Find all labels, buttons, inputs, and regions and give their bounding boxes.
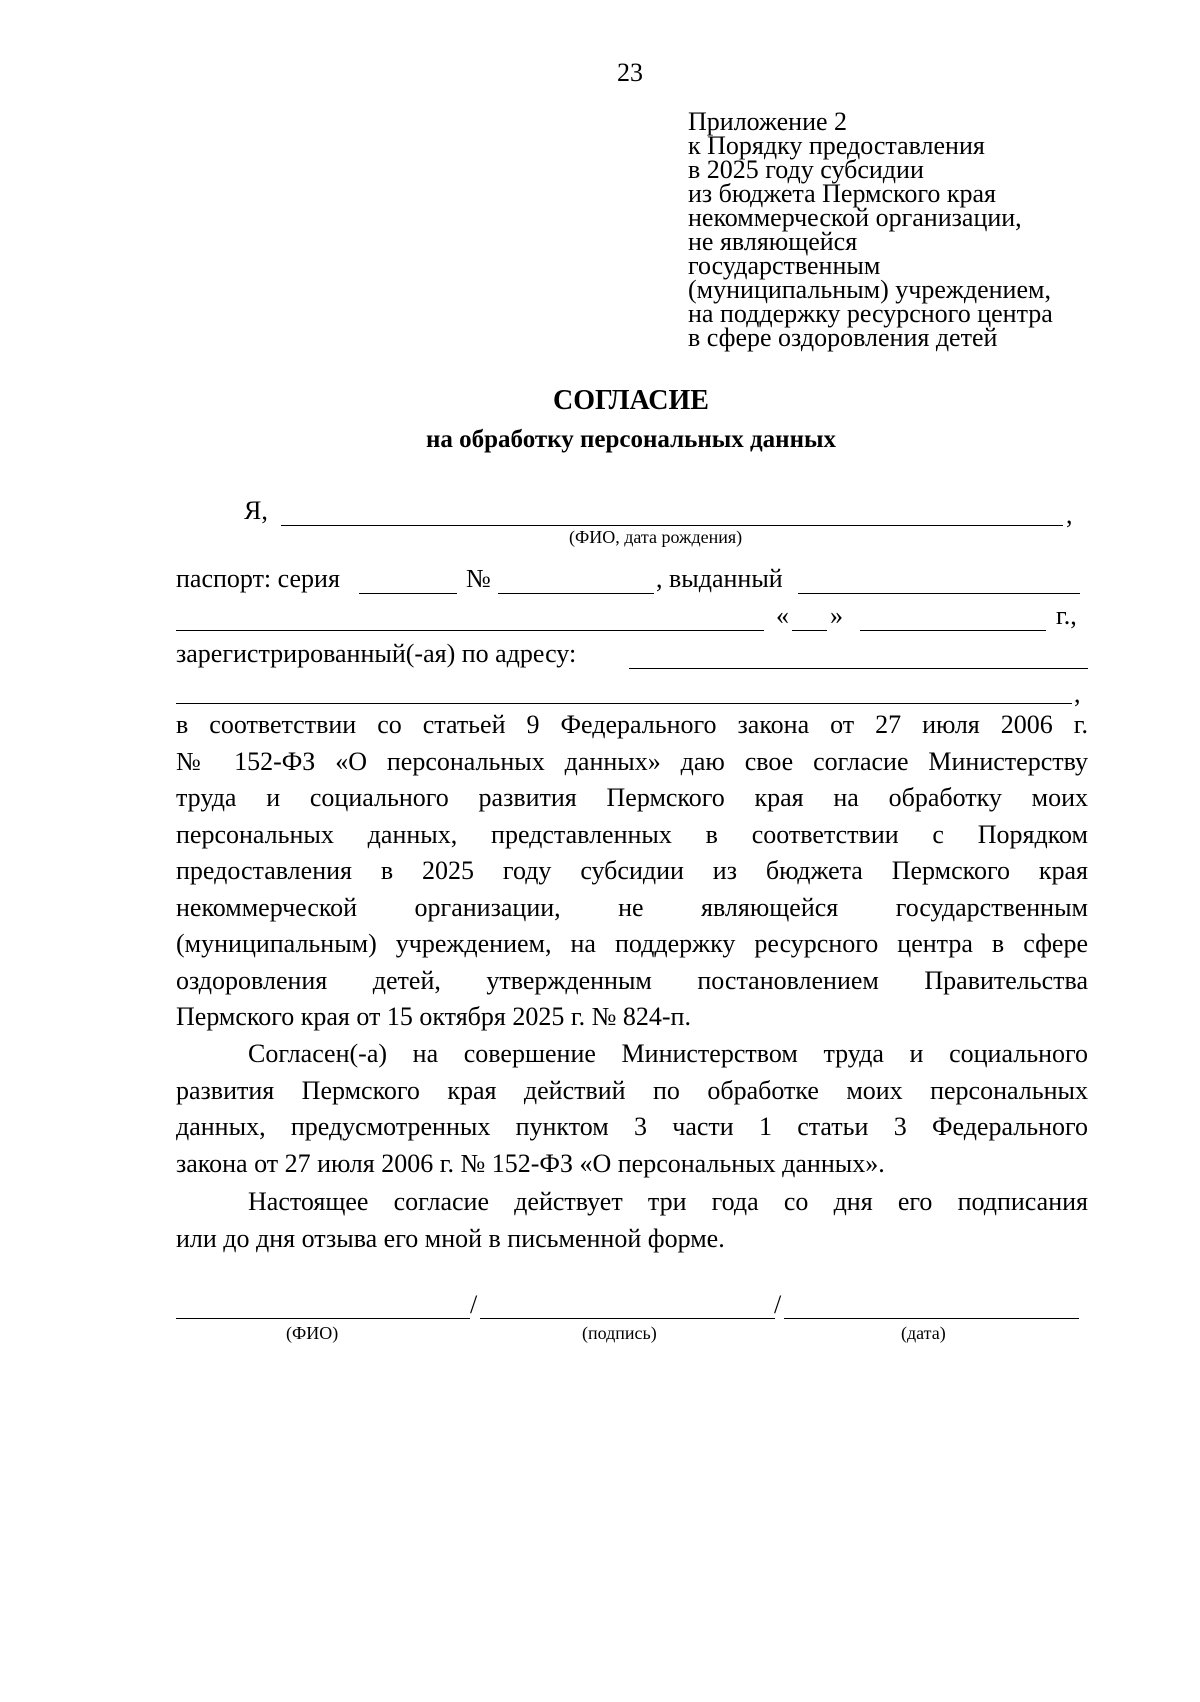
text-line: Согласен(-а) на совершение Министерством труда и социального: [248, 1039, 1088, 1068]
text-line: развития Пермского края действий по обработке моих персональных: [176, 1075, 1088, 1105]
year-suffix: г.,: [1056, 601, 1077, 630]
signature-fio-field[interactable]: [176, 1318, 470, 1319]
text-line: или до дня отзыва его мной в письменной форме.: [176, 1223, 725, 1253]
text-line: (муниципальным) учреждением, на поддержку ресурсного центра в сфере: [176, 929, 1088, 958]
issued-by-field-continued[interactable]: [176, 630, 764, 631]
appendix-line: из бюджета Пермского края: [688, 179, 997, 208]
address-label: зарегистрированный(-ая) по адресу:: [176, 639, 577, 668]
address-field-continued[interactable]: [176, 703, 1072, 704]
appendix-header: [688, 107, 1053, 352]
appendix-line: Приложение 2: [688, 107, 848, 136]
signature-date-field[interactable]: [784, 1318, 1079, 1319]
signature-field[interactable]: [480, 1318, 775, 1319]
slash: /: [774, 1290, 782, 1319]
issued-label: , выданный: [656, 564, 783, 593]
signature-caption: (подпись): [582, 1323, 657, 1343]
passport-number-field[interactable]: [498, 593, 654, 594]
validity-paragraph: [176, 1184, 1088, 1257]
text-line: труда и социального развития Пермского края на обработку моих: [176, 783, 1088, 812]
text-line: предоставления в 2025 году субсидии из бюджета Пермского края: [176, 856, 1088, 885]
address-field[interactable]: [629, 668, 1088, 669]
appendix-line: к Порядку предоставления: [688, 131, 985, 160]
passport-series-field[interactable]: [359, 593, 457, 594]
quote-open: «: [776, 601, 789, 630]
text-line: в соответствии со статьей 9 Федерального закона от 27 июля 2006 г.: [176, 710, 1088, 739]
passport-label: паспорт: серия: [176, 564, 340, 593]
appendix-line: некоммерческой организации,: [688, 203, 1022, 232]
text-line: некоммерческой организации, не являющейся государственным: [176, 892, 1088, 922]
appendix-line: на поддержку ресурсного центра: [688, 299, 1053, 328]
page-number: 23: [617, 58, 643, 87]
fio-caption: (ФИО, дата рождения): [569, 527, 743, 547]
i-label: Я,: [244, 496, 268, 525]
text-line: данных, предусмотренных пунктом 3 части 1 статьи 3 Федерального: [176, 1112, 1088, 1141]
appendix-line: не являющейся: [688, 227, 858, 256]
issue-day-field[interactable]: [792, 630, 827, 631]
fio-field[interactable]: [281, 525, 1063, 526]
comma: ,: [1074, 679, 1081, 708]
number-sign: №: [466, 564, 491, 593]
text-line: закона от 27 июля 2006 г. № 152-ФЗ «О персональных данных».: [176, 1148, 885, 1178]
appendix-line: (муниципальным) учреждением,: [688, 275, 1051, 304]
consent-paragraph: [176, 707, 1088, 1036]
actions-paragraph: [176, 1036, 1088, 1182]
text-line: № 152-ФЗ «О персональных данных» даю свое согласие Министерству: [176, 746, 1088, 776]
fio-caption: (ФИО): [286, 1323, 339, 1343]
issue-month-year-field[interactable]: [860, 630, 1046, 631]
text-line: персональных данных, представленных в соответствии с Порядком: [176, 819, 1088, 849]
quote-close: »: [830, 601, 843, 630]
appendix-line: в сфере оздоровления детей: [688, 323, 998, 352]
appendix-line: в 2025 году субсидии: [688, 155, 924, 184]
text-line: Пермского края от 15 октября 2025 г. № 824-п.: [176, 1002, 691, 1031]
issued-by-field[interactable]: [798, 593, 1080, 594]
text-line: Настоящее согласие действует три года со дня его подписания: [248, 1187, 1088, 1216]
document-subtitle: на обработку персональных данных: [426, 426, 836, 453]
slash: /: [470, 1290, 478, 1319]
text-line: оздоровления детей, утвержденным постановлением Правительства: [176, 965, 1088, 995]
document-title: СОГЛАСИЕ: [553, 385, 709, 416]
comma: ,: [1066, 500, 1073, 529]
appendix-line: государственным: [688, 251, 881, 280]
date-caption: (дата): [901, 1323, 946, 1343]
